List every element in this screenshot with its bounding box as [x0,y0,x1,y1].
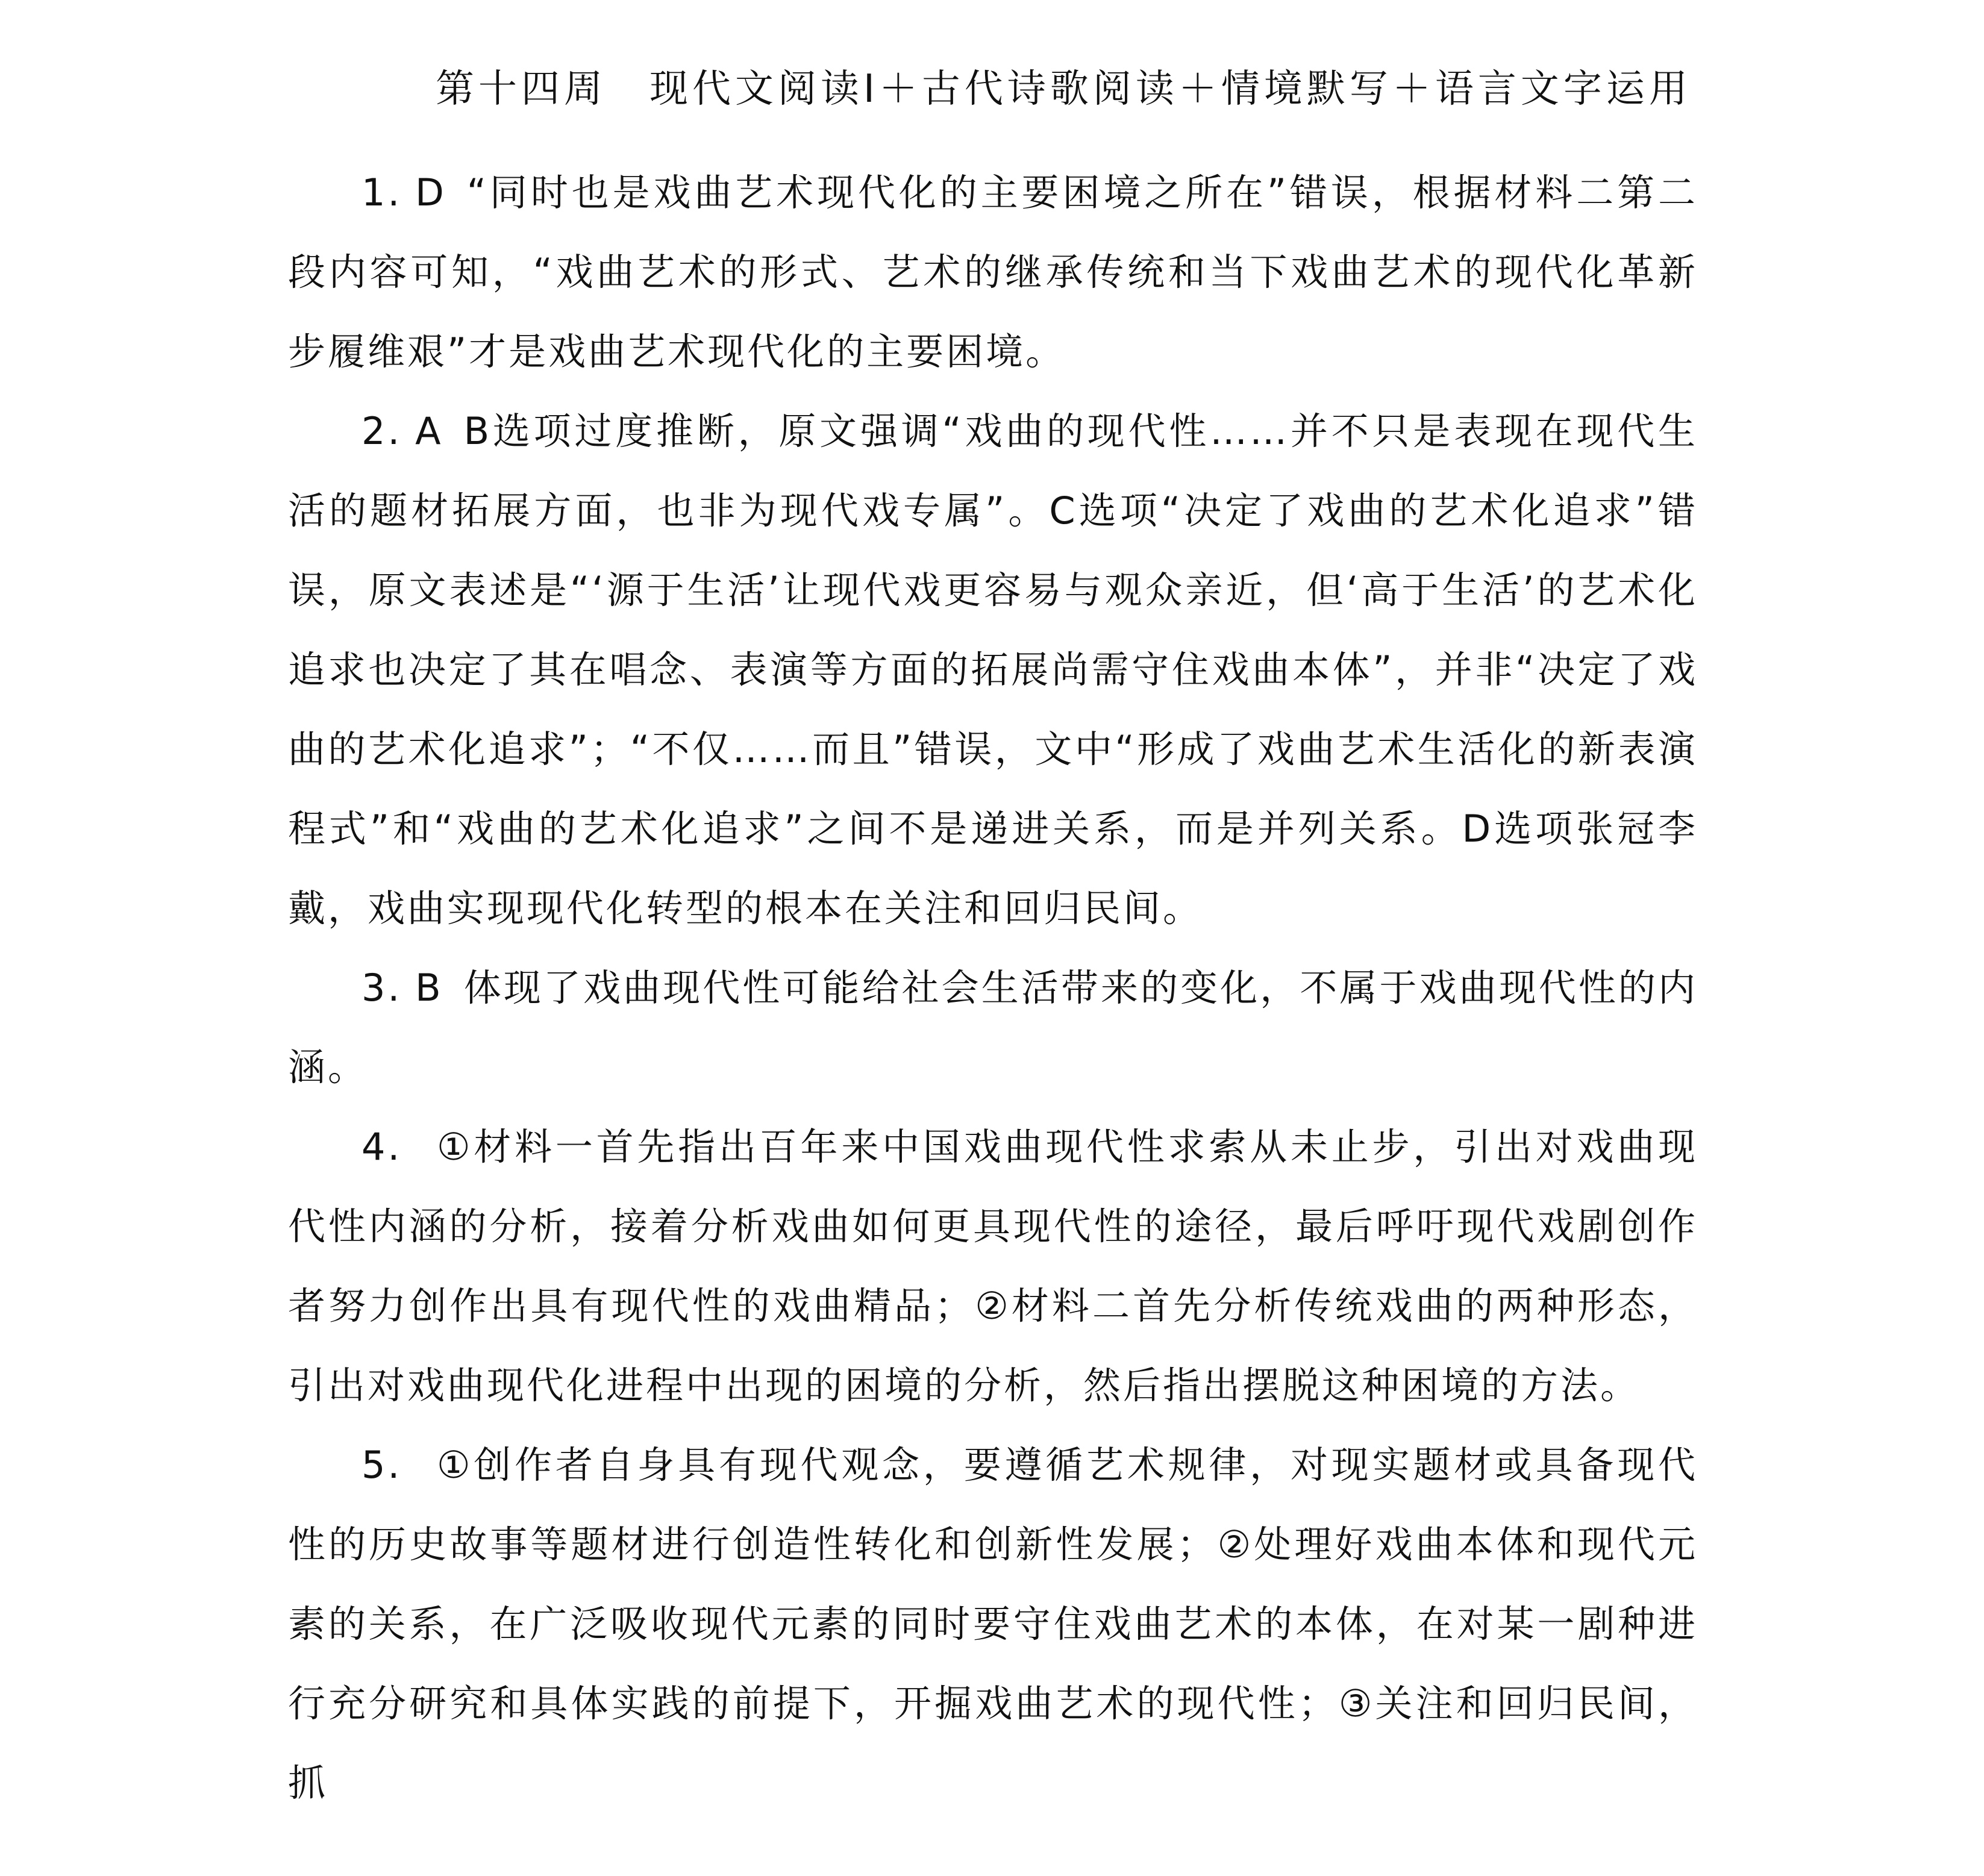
page-title: 第十四周 现代文阅读Ⅰ＋古代诗歌阅读＋情境默写＋语言文字运用 [436,67,1692,111]
answer-item-1 [288,153,1698,392]
answer-number: 2. [361,409,402,453]
answer-explanation: ①创作者自身具有现代观念，要遵循艺术规律，对现实题材或具备现代性的历史故事等题材进行创造性转化和创新性发展；②处理好戏曲本体和现代元素的关系，在广泛吸收现代元素的同时要守住戏曲艺术的本体，在对某一剧种进行充分研究和具体实践的前提下，开掘戏曲艺术的现代性；③关注和回归民间，抓 [288,1443,1698,1805]
answer-key: A [415,409,443,453]
answer-page [288,49,1698,1823]
answer-item-5 [288,1425,1698,1823]
answer-item-4 [288,1107,1698,1425]
answer-explanation: “同时也是戏曲艺术现代化的主要困境之所在”错误，根据材料二第二段内容可知，“戏曲艺术的形式、艺术的继承传统和当下戏曲艺术的现代化革新步履维艰”才是戏曲艺术现代化的主要困境。 [288,170,1698,374]
answer-item-2 [288,392,1698,948]
answer-key: B [415,966,443,1010]
answer-explanation: ①材料一首先指出百年来中国戏曲现代性求索从未止步，引出对戏曲现代性内涵的分析，接着分析戏曲如何更具现代性的途径，最后呼吁现代戏剧创作者努力创作出具有现代性的戏曲精品；②材料二首先分析传统戏曲的两种形态，引出对戏曲现代化进程中出现的困境的分析，然后指出摆脱这种困境的方法。 [288,1125,1698,1407]
answer-key: D [415,170,446,214]
answer-number: 1. [361,170,402,214]
answer-explanation: 体现了戏曲现代性可能给社会生活带来的变化，不属于戏曲现代性的内涵。 [288,966,1698,1089]
answer-explanation: B选项过度推断，原文强调“戏曲的现代性……并不只是表现在现代生活的题材拓展方面，也非为现代戏专属”。C选项“决定了戏曲的艺术化追求”错误，原文表述是“‘源于生活’让现代戏更容易与观众亲近，但‘高于生活’的艺术化追求也决定了其在唱念、表演等方面的拓展尚需守住戏曲本体”，并非“决定了戏曲的艺术化追求”；“不仅……而且”错误，文中“形成了戏曲艺术生活化的新表演程式”和“戏曲的艺术化追求”之间不是递进关系，而是并列关系。D选项张冠李戴，戏曲实现现代化转型的根本在关注和回归民间。 [288,409,1698,930]
answer-number: 4. [361,1125,402,1169]
answer-item-3 [288,948,1698,1107]
answer-number: 5. [361,1443,402,1487]
answer-number: 3. [361,966,402,1010]
